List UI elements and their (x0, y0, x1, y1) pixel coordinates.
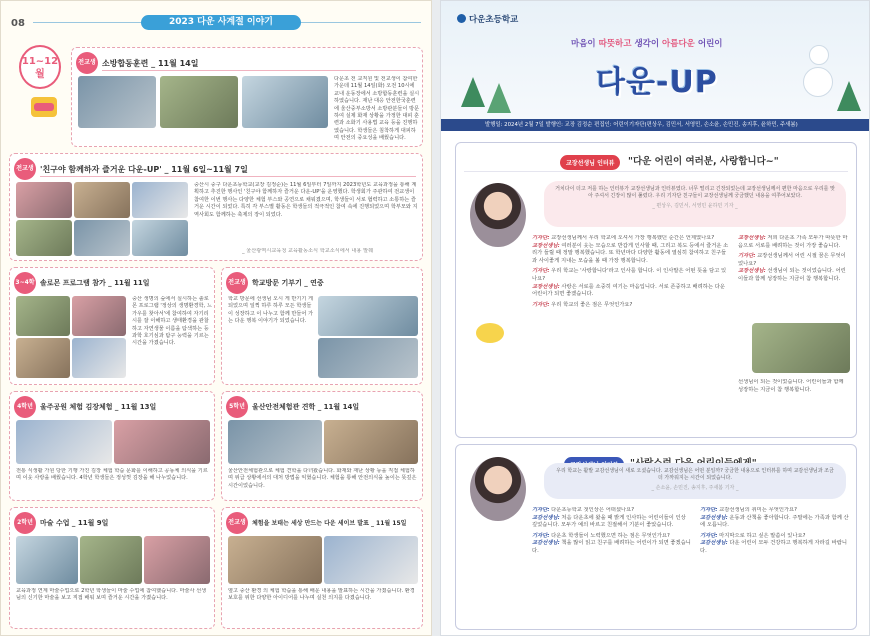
title-rule (40, 176, 416, 177)
qa-text: 책을 많이 읽고 친구를 배려하는 어린이가 되면 좋겠습니다. (532, 540, 691, 554)
month-badge: 11~12월 (19, 45, 61, 89)
photo (16, 220, 72, 256)
right-page (440, 0, 870, 636)
qa-speaker: 교감선생님: (700, 514, 728, 521)
qa-text: 다운초 학생들이 노력했으면 하는 점은 무엇인가요? (551, 532, 670, 539)
section-tag: 전교생 (76, 52, 98, 74)
section-title: 소방합동훈련 _ 11월 14일 (102, 59, 199, 68)
snowman-icon (803, 67, 833, 97)
photo (132, 182, 188, 218)
section-tag: 전교생 (226, 272, 248, 294)
vice-principal-photo (470, 457, 526, 521)
qa-text: 선생님이 되는 것이었습니다. 어린이들과 함께 성장하는 지금이 참 행복합니다. (738, 268, 846, 282)
school-logo-icon (457, 14, 466, 23)
qa-text: 교장선생님께서 어린 시절 꿈은 무엇이었나요? (738, 253, 846, 267)
qa-text: 마지막으로 하고 싶은 말씀이 있나요? (719, 532, 806, 539)
section-title: 체험을 보태는 세상 만드는 다운 세이브 발표 _ 11월 15일 (252, 520, 407, 527)
page-number: 08 (11, 18, 25, 29)
qa-item (738, 253, 850, 268)
interview-title: "다운 어린이 여러분, 사랑합니다~" (628, 156, 779, 167)
photo (160, 76, 238, 128)
qa-item (532, 507, 692, 515)
masthead-area (441, 1, 870, 121)
title-rule (102, 70, 416, 71)
qa-item (700, 540, 850, 555)
qa-item (532, 284, 730, 299)
photo (16, 338, 70, 378)
slogan-part: 마음이 (571, 39, 596, 49)
section-festival (9, 153, 423, 261)
section-eco (221, 507, 423, 629)
qa-left-column (532, 235, 730, 431)
section-title: 울주공원 체험 김장체험 _ 11월 13일 (40, 403, 157, 411)
qa-item (532, 235, 730, 243)
qa-text: 다운초등학교 첫인상은 어떠셨나요? (551, 507, 635, 513)
qa-text: 교감선생님의 취미는 무엇인가요? (719, 507, 797, 513)
qa-text: 교장선생님께서 우리 학교에 오셔서 가장 행복했던 순간은 언제였나요? (551, 235, 715, 241)
qa-text: 선생님이 되는 것이었습니다. 어린이들과 함께 성장하는 지금이 참 행복합니다. (738, 379, 844, 393)
qa-speaker: 기자단: (532, 301, 550, 308)
interview-intro (544, 463, 846, 499)
qa-speaker: 교장선생님: (532, 242, 560, 249)
principal-photo (470, 183, 526, 247)
photo (228, 536, 322, 584)
photo (114, 420, 210, 464)
slogan-part: 어린이 (697, 39, 723, 49)
section-text: 전통 식생활 가원 당한 기행 가진 김장 체험 학습 문화를 이해하고 공동체 의식을 기르며 이웃 사랑을 배웠습니다. 4학년 학생들은 정성껏 김장을 해 나누었습니다. (16, 468, 208, 482)
qa-speaker: 교장선생님: (532, 283, 560, 290)
qa-left-column (532, 507, 692, 625)
qa-text: 운동과 산책을 좋아합니다. 주말에는 가족과 함께 산에 오릅니다. (700, 514, 849, 529)
photo (132, 220, 188, 256)
qa-speaker: 기자단: (532, 235, 550, 241)
qa-right-column (738, 235, 850, 319)
photo (80, 536, 142, 584)
slogan-highlight: 따뜻하고 (598, 39, 632, 49)
slogan-part: 생각이 (634, 39, 660, 49)
interview-intro (544, 181, 846, 227)
qa-speaker: 기자단: (700, 532, 718, 539)
publication-info: 발행일: 2024년 2월 7일 발행인: 교장 김정순 편집인: 어린이기자단(편상우, 김민서, 서영민, 손소윤, 손민진, 송지후, 윤하민, 주새봄) (441, 119, 870, 131)
qa-item (700, 507, 850, 515)
qa-item (532, 302, 730, 310)
section-tag: 2학년 (14, 512, 36, 534)
qa-speaker: 교장선생님: (738, 235, 766, 241)
star-decoration-icon (476, 323, 516, 353)
section-tag: 전교생 (226, 512, 248, 534)
photo (16, 420, 112, 464)
photo (324, 420, 418, 464)
qa-speaker: 기자단: (738, 253, 756, 260)
photo (16, 182, 72, 218)
qa-text: 우리 학교는 '사랑합니다'라고 인사를 합니다. 이 인사말은 어떤 뜻을 담고 있나요? (532, 268, 727, 282)
vice-principal-interview (455, 444, 857, 630)
section-safety (221, 391, 423, 501)
section-title: 마술 수업 _ 11월 9일 (40, 519, 109, 527)
source-note: _ 울산광역시교육청 교육활동소식 학교소식에서 내용 발췌 (242, 248, 374, 254)
interview-photo (752, 323, 850, 373)
intro-credit: _ 편상우, 김민서, 서영민 윤하민 기자 _ (652, 202, 738, 209)
snowman-head-icon (809, 45, 829, 65)
page-header-title: 2023 다운 사계절 이야기 (141, 15, 301, 30)
qa-speaker: 기자단: (700, 507, 718, 513)
section-title: 솔로몬 프로그램 참가 _ 11월 11일 (40, 279, 150, 287)
photo (242, 76, 328, 128)
school-name-text: 다운초등학교 (469, 15, 519, 25)
interview-tag: 교장선생님 인터뷰 (560, 155, 620, 170)
qa-extra (738, 379, 850, 431)
toy-car-icon (31, 97, 57, 117)
photo (72, 338, 126, 378)
section-text: 교육과정 연계 마술수업으로 2학년 학생들이 마술 수업에 참여했습니다. 마술사 선생님의 신기한 마술을 보고 직접 배워 보며 즐거운 시간을 가졌습니다. (16, 588, 207, 602)
qa-text: 처음 다운초에 왔을 때 밝게 인사하는 어린이들이 인상 깊었습니다. 모두가 예의 바르고 친절해서 기분이 좋았습니다. (532, 514, 686, 529)
photo (78, 76, 156, 128)
section-tag: 5학년 (226, 396, 248, 418)
tree-icon (837, 81, 861, 111)
qa-text: 저희 다운초 가족 모두가 따뜻한 마음으로 서로를 배려하는 것이 가장 좋습니다. (738, 235, 848, 249)
photo (16, 296, 70, 336)
qa-item (738, 235, 850, 250)
photo (74, 182, 130, 218)
section-tag: 4학년 (14, 396, 36, 418)
qa-text: 사랑은 서로를 소중히 여기는 마음입니다. 서로 존중하고 배려하는 다운 어린이가 되면 좋겠습니다. (532, 283, 725, 298)
section-text: 다운초 전 교직원 및 전교생이 참여한 가운데 11월 14일(화) 오전 10시에 교내 운동장에서 소방합동훈련을 실시하였습니다. 재난 대응 안전한국훈련에 울산중부소방서 소방관분들이 방문하여 실제 화재 상황을 가정한 대피 훈련과 소화기 사용법 교육 등을 진행하였습니다. 학생들은 침착하게 대피하며 안전의 중요성을 배웠습니다. (334, 76, 420, 142)
qa-speaker: 기자단: (532, 532, 550, 539)
section-magic (9, 507, 215, 629)
tree-icon (487, 83, 511, 113)
qa-item (700, 515, 850, 530)
section-tag: 전교생 (14, 158, 36, 180)
slogan-highlight: 아름다운 (662, 39, 695, 49)
section-title: 학교방문 기부기 _ 연중 (252, 279, 324, 287)
section-tag: 3~4학 (14, 272, 36, 294)
qa-right-column (700, 507, 850, 625)
photo (74, 220, 130, 256)
qa-speaker: 기자단: (532, 268, 550, 275)
section-title: '친구야 함께하자 즐거운 다운-UP' _ 11월 6일~11월 7일 (40, 165, 248, 174)
section-text: 옆고 중산 환경 의 체험 학습을 통해 배운 내용을 발표하는 시간을 가졌습니다. 환경보호를 위한 다양한 아이디어를 나누며 실천 의지를 다졌습니다. (228, 588, 415, 602)
school-name (457, 13, 518, 25)
section-solomon (9, 267, 215, 385)
section-text: 중산시 중구 다운초등학교(교장 김정순)는 11월 6일부터 7일까지 2023학년도 교육과정을 통해 계획하고 추진한 행사인 '친구야 함께하자 즐거운 다운-UP'을 운영했다. 학생회가 주관하여 전교생이 참여한 이번 행사는 다양한 체험 부스와 공연으로 채워졌으며, 학생들이 서로 협력하고 소통하는 즐거운 시간이 되었다. 특히 각 부스별 활동은 학생들의 적극적인 참여 속에 진행되었으며 학부모와 지역사회도 함께하는 축제의 장이 되었다. (194, 182, 418, 218)
qa-speaker: 기자단: (532, 507, 550, 513)
tree-icon (461, 77, 485, 107)
qa-text: 여러분이 웃는 모습으로 반갑게 인사할 때, 그리고 복도 등에서 즐거운 소리가 들릴 때 정말 행복했습니다. 또 학년마다 다양한 활동에 열심히 참여하고 친구들과 사이좋게 지내는 모습을 볼 때 가장 행복합니다. (532, 242, 729, 264)
qa-item (532, 515, 692, 530)
qa-item (532, 540, 692, 555)
section-text: 울산안전체험관으로 체험 견학을 다녀왔습니다. 화재와 재난 상황 등을 직접 체험하며 위급 상황에서의 대처 방법을 익혔습니다. 체험을 통해 안전의식을 높이는 뜻깊은 시간이었습니다. (228, 468, 417, 489)
section-text: 학교 방문에 선생님 오시 게 반기기 게 되었으며 일찍 하루 하루 모든 학생들이 성장하고 이 나누고 함께 만들어 가는 다운 행복 이야기가 되었습니다. (228, 296, 314, 325)
left-page (0, 0, 432, 636)
newsletter-title: 다운-UP (596, 65, 718, 100)
photo (144, 536, 210, 584)
qa-speaker: 교감선생님: (700, 540, 728, 547)
section-fire-drill (71, 47, 423, 147)
photo (228, 420, 322, 464)
section-visit (221, 267, 423, 385)
qa-speaker: 교감선생님: (532, 540, 560, 547)
section-text: 중산 생명의 숲에서 실시하는 솔로몬 프로그램 '정상의 생명환경학, 느가우를 찾아서'에 참여하여 자기리시를 잘 이해하고 생태환경을 관찰하고 자연생물 이름을 탐색하는 등 과학 호기심과 탐구 능력을 기르는 시간을 가졌습니다. (132, 296, 212, 347)
photo (318, 296, 418, 336)
slogan (571, 37, 723, 49)
qa-speaker: 교장선생님: (738, 268, 766, 275)
qa-speaker: 교감선생님: (532, 514, 560, 521)
intro-credit: _ 손소윤, 손민진, 송지후, 주새봄 기자 _ (651, 484, 739, 491)
section-title: 울산안전체험관 견학 _ 11월 14일 (252, 403, 360, 411)
qa-item (738, 268, 850, 283)
section-kimchi (9, 391, 215, 501)
title-rule (464, 171, 848, 172)
photo (16, 536, 78, 584)
principal-interview (455, 142, 857, 438)
left-header (1, 1, 431, 39)
qa-text: 다운 어린이 모두 건강하고 행복하게 자라길 바랍니다. (700, 540, 847, 554)
photo (324, 536, 418, 584)
intro-text: 우리 학교는 활발 교감선생님이 새로 오셨습니다. 교감선생님은 어떤 분일까? 궁금한 내용으로 인터뷰를 하며 교감선생님과 조금 더 가까워지는 시간이 되었습니다. (556, 468, 834, 482)
qa-item (532, 268, 730, 283)
intro-text: 거치다이 더고 저를 하는 인터뷰가 교장선생님과 인터뷰였다. 너무 떨리고 긴장되었는데 교장선생님께서 편한 마음으로 우리를 맞아 주셔서 긴장이 많이 풀렸다. 우리 기자단 친구들이 교장선생님께 궁금했던 내용을 여쭈어보았다. (555, 186, 835, 200)
photo (318, 338, 418, 378)
qa-item (532, 243, 730, 266)
qa-text: 우리 학교의 좋은 점은 무엇인가요? (551, 301, 633, 308)
photo (72, 296, 126, 336)
